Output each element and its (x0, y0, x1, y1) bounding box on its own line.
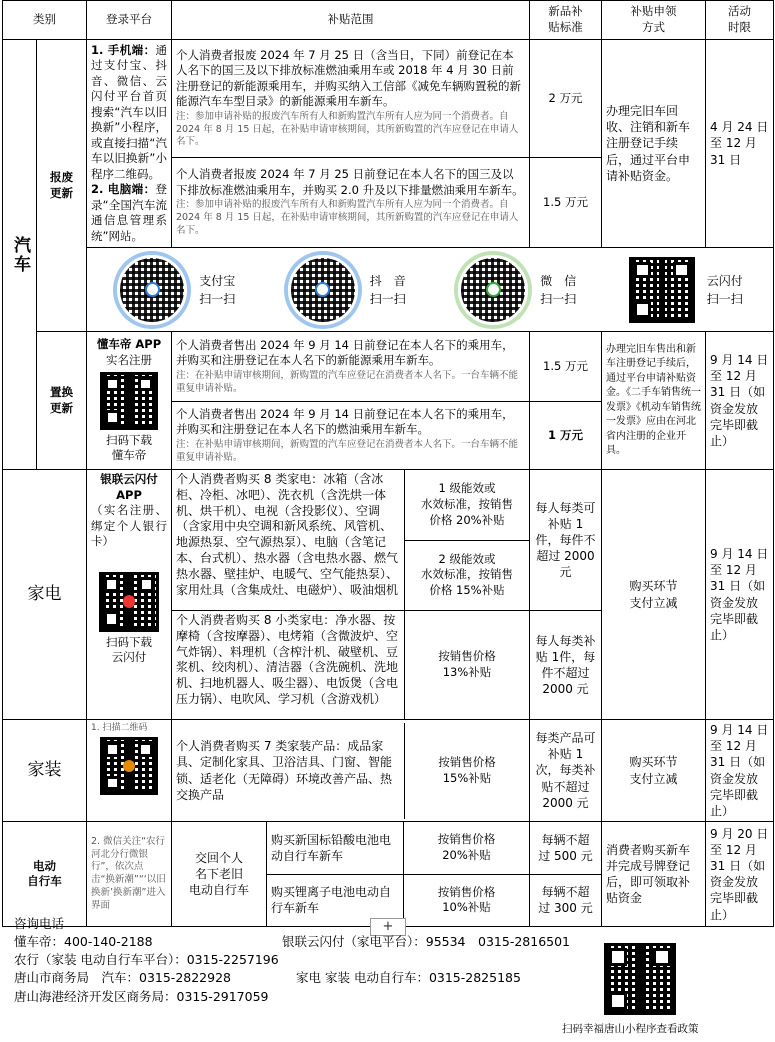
ebike-standard-1: 每辆不超 过 500 元 (530, 822, 601, 875)
header-category: 类别 (3, 1, 87, 40)
appliance-method: 购买环节 支付立减 (602, 470, 706, 720)
home-rate: 按销售价格 15%补贴 (438, 755, 496, 785)
contact-line-1: 懂车帝：400-140-2188 银联云闪付（家电平台）：95534 0315-2816501 (14, 934, 571, 950)
car-category: 汽车 (3, 40, 37, 470)
home-row (3, 720, 774, 822)
ebike-method: 消费者购买新车并完成号牌登记后，即可领取补贴资金 (602, 822, 706, 927)
ebike-scope-2: 购买锂离子电池电动自行车新车 (267, 875, 404, 927)
douyin-qr-item (288, 255, 406, 325)
unionpay-qr-icon (629, 257, 695, 323)
alipay-qr-icon (117, 255, 187, 325)
appliance-grade-1: 1 级能效或 水效标准，按销售 价格 20%补贴 (405, 470, 529, 541)
header-period: 活动 时限 (706, 1, 774, 40)
home-platform: 1. 扫描二维码 (87, 720, 172, 822)
policy-qr-caption: 扫码幸福唐山小程序查看政策 (562, 1023, 699, 1035)
car-replace-platform: 懂车帝 APP 实名注册 扫码下载 懂车帝 (87, 332, 172, 470)
car-replace-method: 办理完旧车售出和新车注册登记手续后，通过平台申请补贴资金。《二手车销售统一发票》《机动车销售统一发票》应由在河北省内注册的企业开具。 (602, 332, 706, 470)
ebike-rate-2: 按销售价格 10%补贴 (437, 884, 496, 915)
appliance-row-1 (3, 470, 774, 611)
car-scrap-platform: 1. 手机端：通过支付宝、抖音、微信、云闪付平台首页搜索“汽车以旧换新”小程序，或直接扫描“汽车以旧换新”小程序二维码。 2. 电脑端：登录“全国汽车流通信息管理系统”网站。 (87, 40, 172, 248)
car-scrap-qr-row (3, 248, 774, 332)
car-replace-period: 9 月 14 日至 12 月 31 日（如资金发放完毕即截止） (706, 332, 774, 470)
car-replace-row-1 (3, 332, 774, 402)
ebike-scope-1: 购买新国标铅酸电池电动自行车新车 (267, 822, 404, 874)
car-replace-scope-2: 个人消费者售出 2024 年 9 月 14 日前登记在本人名下的乘用车，并购买和注册登记在本人名下的燃油乘用车新车。 注：在补贴申请审核期间，新购置的汽车应登记在消费者本人名下。一台车辆不能重复申请补贴。 (172, 402, 530, 470)
contact-line-2: 农行（家装 电动自行车平台）：0315-2257196 (14, 952, 279, 968)
car-scrap-scope-2: 个人消费者报废 2024 年 7 月 25 日前登记在本人名下的国三及以下排放标准燃油乘用车，并购买 2.0 升及以下排量燃油乘用车新车。 注：参加申请补贴的报废汽车所有人和新购置汽车所有人应为同一个消费者。自 2024 年 8 月 15 日起，在补贴申请审核期间，其所新购置的汽车应登记在申请人名下。 (172, 158, 530, 248)
header-platform: 登录平台 (87, 1, 172, 40)
ebike-standard (530, 822, 602, 927)
appliance-rate-2: 按销售价格 13%补贴 (438, 649, 496, 679)
car-replace-scope-1: 个人消费者售出 2024 年 9 月 14 日前登记在本人名下的乘用车，并购买和注册登记在本人名下的新能源乘用车新车。 注：在补贴申请审核期间，新购置的汽车应登记在消费者本人名下。一台车辆不能重复申请补贴。 (172, 332, 530, 402)
policy-qr-icon (604, 943, 676, 1015)
header-method: 补贴申领 方式 (602, 1, 706, 40)
header-scope: 补贴范围 (172, 1, 530, 40)
appliance-platform: 银联云闪付 APP （实名注册、绑定个人银行卡） 扫码下载 云闪付 (87, 470, 172, 720)
cloudpay-qr-icon (99, 572, 159, 632)
ebike-standard-2: 每辆不超 过 300 元 (538, 885, 593, 916)
ebike-trade-in: 交回个人 名下老旧 电动自行车 (172, 822, 267, 926)
car-scrap-qr-panel (87, 248, 774, 332)
douyin-qr-label: 抖 音 扫一扫 (369, 273, 406, 306)
contact-line-4: 唐山海港经济开发区商务局：0315-2917059 (14, 988, 269, 1004)
contact-line-3: 唐山市商务局 汽车：0315-2822928 家电 家装 电动自行车：0315-2825185 (14, 970, 521, 986)
alipay-qr-label: 支付宝 扫一扫 (199, 273, 236, 306)
dongchedi-qr-icon (100, 372, 158, 430)
appliance-scope-1-text: 个人消费者购买 8 类家电：冰箱（含冰柜、冷柜、冰吧）、洗衣机（含洗烘一体机、烘干机）、电视（含投影仪）、空调（含家用中央空调和新风系统、风管机、地源热泵、空气源热泵）、电脑（含笔记本、台式机）、热水器（含电热水器、燃气热水器、壁挂炉、电暖气、空气能热泵）、家用灶具（含集成灶、电磁炉）、吸油烟机 (172, 470, 405, 610)
car-replace-label: 置换 更新 (37, 332, 87, 470)
unionpay-qr-label: 云闪付 扫一扫 (706, 273, 743, 306)
abc-qr-icon (100, 737, 158, 795)
car-scrap-method: 办理完旧车回收、注销和新车注册登记手续后，通过平台申请补贴资金。 (602, 40, 706, 248)
car-scrap-scope-1: 个人消费者报废 2024 年 7 月 25 日（含当日，下同）前登记在本人名下的国三及以下排放标准燃油乘用车或 2018 年 4 月 30 日前注册登记的新能源乘用车，并购买纳入工信部《减免车辆购置税的新能源汽车车型目录》的新能源乘用车新车。 注：参加申请补贴的报废汽车所有人和新购置汽车所有人应为同一个消费者。自 2024 年 8 月 15 日起，在补贴申请审核期间，其所新购置的汽车应登记在申请人名下。 (172, 40, 530, 158)
home-standard: 每类产品可补贴 1 次，每类补贴不超过 2000 元 (530, 720, 602, 822)
appliance-period: 9 月 14 日至 12 月 31 日（如资金发放完毕即截止） (706, 470, 774, 720)
car-scrap-row-1 (3, 40, 774, 158)
car-scrap-period: 4 月 24 日至 12 月 31 日 (706, 40, 774, 248)
ebike-platform: 2. 微信关注“农行河北分行微银行”，依次点击“换新潮”“‘以旧换新’换新潮”进入界面 (87, 822, 172, 927)
ebike-label: 电动 自行车 (3, 822, 87, 927)
home-scope (172, 720, 530, 822)
home-label: 家装 (3, 720, 87, 822)
appliance-scope-1 (172, 470, 530, 611)
header-standard: 新品补 贴标准 (530, 1, 602, 40)
subsidy-table (2, 0, 774, 927)
appliance-label: 家电 (3, 470, 87, 720)
ebike-row (3, 822, 774, 927)
car-scrap-standard-2: 1.5 万元 (530, 158, 602, 248)
appliance-scope-2-text: 个人消费者购买 8 小类家电：净水器、按摩椅（含按摩器）、电烤箱（含微波炉、空气炸锅）、料理机（含榨汁机、破壁机、豆浆机、绞肉机）、清洁器（含洗碗机、洗地机、扫地机器人、吸尘器）、电饭煲（含电压力锅）、电吹风、学习机（含游戏机） (172, 611, 405, 719)
appliance-grade-2: 2 级能效或 水效标准，按销售 价格 15%补贴 (421, 551, 513, 597)
wechat-qr-icon (458, 255, 528, 325)
car-scrap-label: 报废 更新 (37, 40, 87, 332)
ebike-scope (172, 822, 530, 927)
wechat-qr-item (458, 255, 576, 325)
policy-page (2, 0, 773, 927)
car-replace-standard-2: 1 万元 (530, 402, 602, 470)
add-button[interactable]: + (370, 918, 406, 936)
car-replace-standard-1: 1.5 万元 (530, 332, 602, 402)
douyin-qr-icon (288, 255, 358, 325)
car-scrap-standard-1: 2 万元 (530, 40, 602, 158)
ebike-rate-1: 按销售价格 20%补贴 (437, 832, 496, 862)
table-header (3, 1, 774, 40)
contact-title: 咨询电话 (14, 916, 65, 931)
home-period: 9 月 14 日至 12 月 31 日（如资金发放完毕即截止） (706, 720, 774, 822)
home-method: 购买环节 支付立减 (602, 720, 706, 822)
appliance-scope-2 (172, 611, 530, 720)
appliance-standard-2: 每人每类补贴 1件，每件不超过 2000 元 (530, 611, 602, 720)
appliance-standard-1: 每人每类可补贴 1 件，每件不超过 2000元 (530, 470, 602, 611)
ebike-period: 9 月 20 日至 12 月 31 日（如资金发放完毕即截止） (706, 822, 774, 927)
wechat-qr-label: 微 信 扫一扫 (540, 273, 577, 306)
alipay-qr-item (117, 255, 235, 325)
unionpay-qr-item (629, 254, 743, 326)
home-scope-text: 个人消费者购买 7 类家装产品：成品家具、定制化家具、卫浴洁具、门窗、智能锁、适老化（无障碍）环境改善产品、热交换产品 (172, 723, 405, 819)
